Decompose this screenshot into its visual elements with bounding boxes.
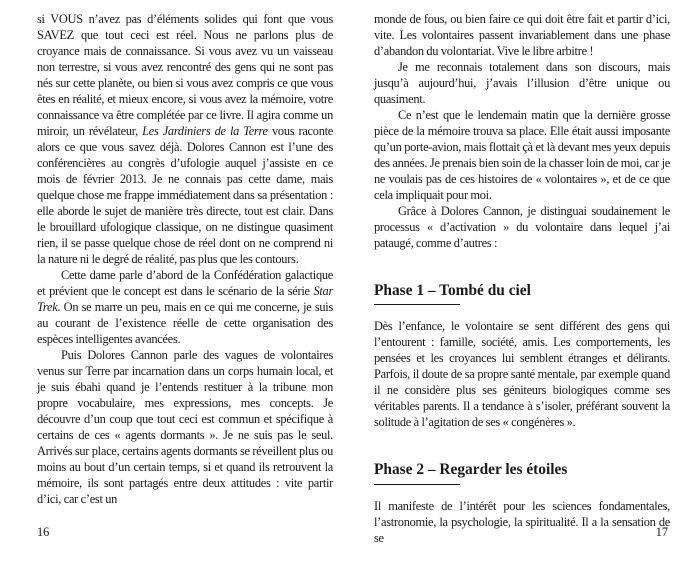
paragraph xyxy=(37,11,333,267)
paragraph xyxy=(374,59,670,107)
section-heading: Phase 2 – Regarder les étoiles xyxy=(374,461,670,484)
text-segment: si VOUS n’avez pas d’éléments solides qui font que vous SAVEZ que tout ceci est réel. Nous ne parlons plus de croyance mais de connaissance. Si vous avez vu un vaisseau non terrestre, si vous avez rencontré des gens qui ne sont pas nés sur cette planète, ou bien si vous avez compris ce que vous êtes en réalité, et mieux encore, si vous avez la mémoire, votre connaissance va être complétée par ce livre. Il agira comme un miroir, un révélateur, xyxy=(37,12,333,138)
paragraph xyxy=(374,11,670,59)
text-segment: monde de fous, ou bien faire ce qui doit être fait et partir d’ici, vite. Les volontaires passent invariablement dans une phase d’abandon du volontariat. Vive le libre arbitre ! xyxy=(374,12,670,58)
section-heading: Phase 1 – Tombé du ciel xyxy=(374,282,670,305)
paragraph xyxy=(374,318,670,430)
paragraph xyxy=(374,498,670,546)
text-segment: vous raconte alors ce que vous savez déjà. Dolores Cannon est l’une des conférencières au congrès d’ufologie auquel j’assiste en ce mois de février 2013. Je ne connais pas cette dame, mais quelque chose me frappe immédiatement dans sa présentation : elle aborde le sujet de manière très directe, tout est clair. Dans le brouillard ufologique classique, on ne distingue quasiment rien, il se passe quelque chose de réel dont on ne comprend ni la nature ni le degré de réalité, pas plus que les contours. xyxy=(37,124,333,266)
page-left-text-column xyxy=(37,11,333,507)
page-right-text-column xyxy=(374,11,670,546)
italic-text-segment: Star Trek xyxy=(37,284,333,314)
page-number-left: 16 xyxy=(37,525,50,539)
text-segment: Ce n’est que le lendemain matin que la dernière grosse pièce de la mémoire trouva sa place. Elle était aussi imposante qu’un porte-avion, mais flottait çà et là devant mes yeux depuis des années. Je prenais bien soin de la chasser loin de moi, car je ne voulais pas de ces histoires de « volontaires », et de ce que cela impliquait pour moi. xyxy=(374,108,670,202)
paragraph xyxy=(374,203,670,251)
text-segment: Puis Dolores Cannon parle des vagues de volontaires venus sur Terre par incarnation dans un corps humain local, et je suis ébahi quand je l’entends restituer à la tribune mon propre vocabulaire, mes expressions, mes concepts. Je découvre d’un coup que tout ceci est commun et spécifique à certains de ces « agents dormants ». Je ne suis pas le seul. Arrivés sur place, certains agents dormants se réveillent plus ou moins au bout d’un certain temps, si et quand ils retrouvent la mémoire, ils sont partagés entre deux attitudes : vite partir d’ici, car c’est un xyxy=(37,348,333,506)
text-segment: Dès l’enfance, le volontaire se sent différent des gens qui l’entourent : famille, société, amis. Les comportements, les pensées et les croyances lui semblent étranges et délirants. Parfois, il doute de sa propre santé mentale, par exemple quand il ne considère plus ses géniteurs biologiques comme ses véritables parents. Il a tendance à s’isoler, préférant souvent la solitude à l’agitation de ses « congénères ». xyxy=(374,319,670,430)
text-segment: Grâce à Dolores Cannon, je distinguai soudainement le processus « d’activation » du volontaire dans lequel j’ai pataugé, comme d’autres : xyxy=(374,204,670,250)
page-number-right: 17 xyxy=(655,525,668,539)
text-segment: Il manifeste de l’intérêt pour les sciences fondamentales, l’astronomie, la psychologie, la spiritualité. Il a la sensation de se xyxy=(374,498,670,545)
text-segment: . On se marre un peu, mais en ce qui me concerne, je suis au courant de l’existence réelle de cette organisation des espèces intelligentes avancées. xyxy=(37,300,333,346)
paragraph xyxy=(37,347,333,507)
italic-text-segment: Les Jardiniers de la Terre xyxy=(142,124,268,138)
text-segment: Cette dame parle d’abord de la Confédération galactique et prévient que le concept est dans le scénario de la série xyxy=(37,268,333,298)
paragraph xyxy=(374,107,670,203)
text-segment: Je me reconnais totalement dans son discours, mais jusqu’à aujourd’hui, j’avais l’illusion d’être unique ou quasiment. xyxy=(374,60,670,106)
paragraph xyxy=(37,267,333,347)
